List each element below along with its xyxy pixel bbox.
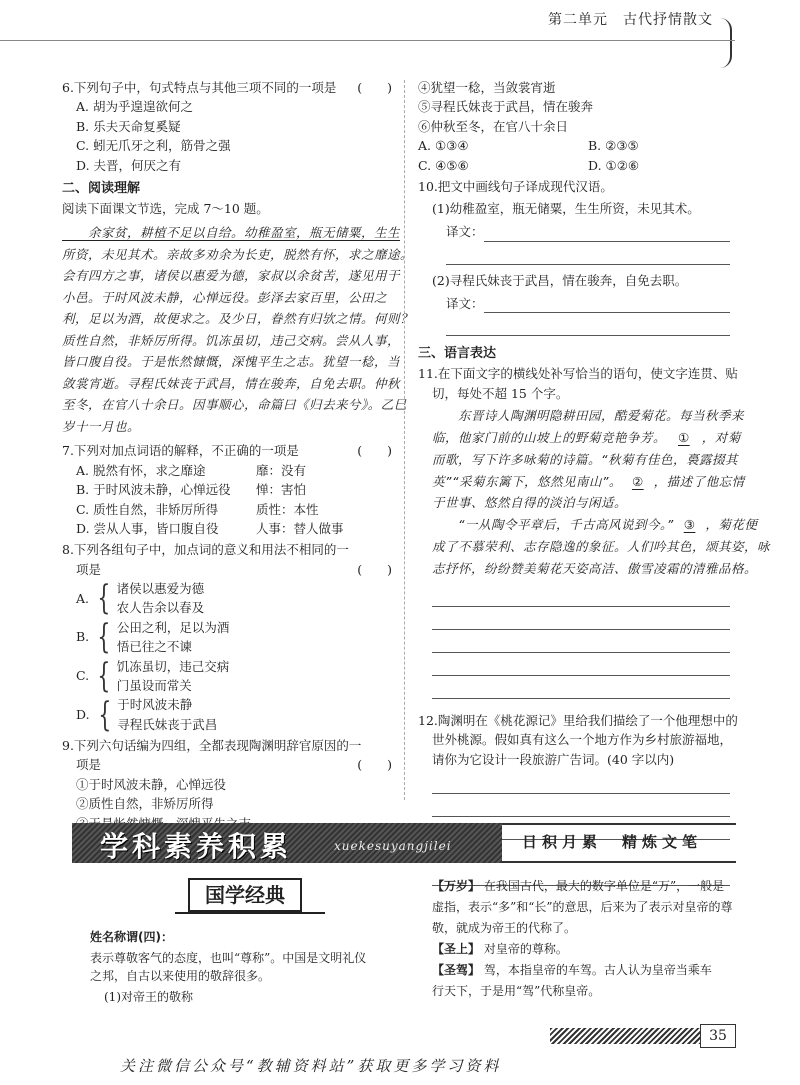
guoxue-entry bbox=[432, 876, 734, 939]
answer-line[interactable] bbox=[484, 290, 730, 313]
page-header: 第二单元 古代抒情散文 bbox=[548, 12, 713, 28]
page-number: 35 bbox=[700, 1024, 736, 1048]
translation-label: 译文： bbox=[446, 295, 484, 311]
answer-line[interactable] bbox=[432, 607, 730, 630]
answer-line[interactable] bbox=[432, 630, 730, 653]
passage-line: 所资，未见其术。亲故多劝余为长吏，脱然有怀，求之靡途。 bbox=[62, 246, 414, 262]
answer-line[interactable] bbox=[432, 653, 730, 676]
translation-label: 译文： bbox=[446, 224, 484, 240]
q9-option: C. ④⑤⑥ bbox=[418, 157, 469, 173]
page-number-bar bbox=[550, 1028, 710, 1044]
entry-text: 驾，本指皇帝的车驾。古人认为皇帝当乘车 bbox=[483, 963, 712, 977]
answer-line[interactable] bbox=[432, 771, 730, 794]
q6-option: D. 夫晋，何厌之有 bbox=[76, 157, 182, 173]
q12-line: 请你为它设计一段旅游广告词。(40 字以内) bbox=[432, 751, 675, 767]
passage-text: ，对菊 bbox=[701, 429, 741, 445]
passage-line: 皆口腹自役。于是怅然慷慨，深愧平生之志。犹望一稔，当 bbox=[62, 354, 401, 370]
passage-line: 余家贫，耕植不足以自给。幼稚盈室，瓶无储粟，生生 bbox=[62, 225, 401, 241]
q6-stem-row bbox=[62, 78, 392, 97]
header-rule bbox=[0, 40, 735, 41]
q8-group-label: A. bbox=[76, 590, 90, 606]
guoxue-left bbox=[90, 928, 390, 1006]
q8-answer-paren: ( ) bbox=[357, 561, 392, 577]
q7-option-gloss: 质性：本性 bbox=[256, 501, 319, 517]
brace-icon: { bbox=[97, 694, 111, 735]
q8-group bbox=[76, 657, 392, 696]
q9-stem-row bbox=[62, 755, 392, 774]
passage-text: ，菊花便 bbox=[705, 517, 758, 533]
q9-stem-continued: 项是 bbox=[76, 757, 102, 773]
passage-text: ，描述了他忘情 bbox=[653, 473, 745, 489]
section-title-language: 三、语言表达 bbox=[418, 346, 497, 361]
q9-answer-paren: ( ) bbox=[357, 757, 392, 773]
banner-title: 学科素养积累 bbox=[100, 830, 293, 863]
answer-line[interactable] bbox=[432, 676, 730, 699]
q8-line: 寻程氏妹丧于武昌 bbox=[117, 716, 218, 732]
passage-text: “一从陶令平章后，千古高风说到今。” bbox=[432, 517, 674, 533]
q8-line: 悟已往之不谏 bbox=[116, 639, 192, 655]
q8-stem-continued: 项是 bbox=[76, 561, 102, 577]
entry-tag: 【圣上】 bbox=[432, 942, 481, 956]
entry-text: 行天下，于是用“驾”代称皇帝。 bbox=[432, 984, 601, 998]
entry-tag: 【万岁】 bbox=[432, 879, 481, 893]
q7-option-gloss: 惮：害怕 bbox=[256, 482, 307, 498]
guoxue-title-rule bbox=[175, 912, 325, 914]
q8-stem-row bbox=[62, 560, 392, 579]
q8-line: 诸侯以惠爱为德 bbox=[116, 581, 205, 597]
passage-line: 于世事、悠然自得的淡泊与闲适。 bbox=[432, 495, 628, 511]
answer-line[interactable] bbox=[432, 584, 730, 607]
q7-option-sentence: A. 脱然有怀，求之靡途 bbox=[76, 462, 206, 478]
q8-group bbox=[76, 618, 392, 657]
q7-option-sentence: B. 于时风波未静，心惮远役 bbox=[76, 482, 231, 498]
q8-group bbox=[76, 579, 392, 618]
section-banner bbox=[72, 823, 736, 863]
guoxue-intro-line: 之邦，自古以来使用的敬辞很多。 bbox=[90, 969, 271, 984]
q6-option: B. 乐夫天命复奚疑 bbox=[76, 118, 181, 134]
passage-line bbox=[432, 427, 741, 449]
q9-item: ⑤寻程氏妹丧于武昌，情在骏奔 bbox=[418, 99, 594, 115]
q8-group-label: C. bbox=[76, 668, 90, 684]
passage-line bbox=[432, 471, 745, 493]
q12-line: 12.陶渊明在《桃花源记》里给我们描绘了一个他理想中的 bbox=[418, 712, 738, 728]
q8-stem: 8.下列各组句子中，加点词的意义和用法不相同的一 bbox=[62, 542, 349, 558]
guoxue-right bbox=[432, 876, 734, 1002]
entry-text: 虚指，表示“多”和“长”的意思，后来为了表示对皇帝的尊 bbox=[432, 900, 733, 914]
reading-passage bbox=[62, 222, 414, 437]
left-column bbox=[62, 78, 414, 833]
q9-options bbox=[418, 136, 730, 175]
q9-option: D. ①②⑥ bbox=[588, 157, 640, 173]
blank-2[interactable]: ② bbox=[631, 473, 644, 489]
entry-text: 在我国古代，最大的数字单位是“万”，一般是 bbox=[483, 879, 725, 893]
answer-line[interactable] bbox=[432, 794, 730, 817]
q8-group-label: B. bbox=[76, 629, 90, 645]
passage-line: 会有四方之事，诸侯以惠爱为德，家叔以余贫苦，遂见用于 bbox=[62, 268, 401, 284]
q11-stem: 11.在下面文字的横线处补写恰当的语句，使文字连贯、贴 bbox=[418, 366, 738, 382]
q7-option-sentence: D. 尝从人事，皆口腹自役 bbox=[76, 520, 219, 536]
q10-sub2: (2)寻程氏妹丧于武昌，情在骏奔，自免去职。 bbox=[432, 272, 688, 288]
passage-line bbox=[432, 514, 758, 536]
right-column bbox=[418, 78, 771, 886]
passage-line: 小邑。于时风波未静，心惮远役。彭泽去家百里，公田之 bbox=[62, 289, 388, 305]
entry-text: 敬，就成为帝王的代称了。 bbox=[432, 921, 577, 935]
q8-line: 于时风波未静 bbox=[117, 697, 193, 713]
passage-line: 成了不慕荣利、志存隐逸的象征。人们吟其色，颂其姿，咏 bbox=[432, 539, 771, 555]
passage-line: 利，足以为酒，故便求之。及少日，眷然有归欤之情。何则？ bbox=[62, 311, 414, 327]
q11-answer-area bbox=[432, 584, 730, 699]
q10-stem: 10.把文中画线句子译成现代汉语。 bbox=[418, 178, 613, 194]
banner-motto: 日积月累 精炼文笔 bbox=[522, 833, 703, 851]
q6-stem: 6.下列句子中，句式特点与其他三项不同的一项是 bbox=[62, 80, 337, 95]
q8-line: 饥冻虽切，违己交病 bbox=[116, 658, 230, 674]
q7-option-gloss: 靡：没有 bbox=[256, 462, 307, 478]
passage-line: 志抒怀，纷纷赞美菊花天姿高洁、傲雪凌霜的清雅品格。 bbox=[432, 561, 758, 577]
q7-stem: 7.下列对加点词语的解释，不正确的一项是 bbox=[62, 443, 299, 459]
entry-text: 对皇帝的尊称。 bbox=[483, 942, 568, 956]
answer-line[interactable] bbox=[446, 242, 730, 265]
brace-icon: { bbox=[97, 578, 111, 619]
q6-option: C. 蚓无爪牙之利，筋骨之强 bbox=[76, 138, 231, 154]
q7-option-gloss: 人事：替人做事 bbox=[256, 520, 344, 536]
q8-group bbox=[76, 695, 392, 734]
q10-translation-1 bbox=[418, 219, 730, 242]
q9-item: ④犹望一稔，当敛裳宵逝 bbox=[418, 80, 556, 95]
banner-pinyin: xuekesuyangjilei bbox=[334, 839, 452, 853]
q11-stem-continued: 切，每处不超 15 个字。 bbox=[432, 385, 569, 401]
guoxue-entry bbox=[432, 960, 734, 1002]
q8-line: 门虽设而常关 bbox=[116, 677, 192, 693]
guoxue-heading: 姓名称谓(四)： bbox=[90, 930, 173, 944]
q8-group-label: D. bbox=[76, 706, 90, 722]
header-decoration bbox=[720, 18, 732, 68]
column-divider bbox=[404, 80, 405, 800]
q8-line: 农人告余以春及 bbox=[116, 600, 205, 616]
q7-option-sentence: C. 质性自然，非矫厉所得 bbox=[76, 501, 219, 517]
guoxue-sub: (1)对帝王的敬称 bbox=[104, 989, 193, 1004]
footer-note: 关注微信公众号“教辅资料站”获取更多学习资料 bbox=[120, 1057, 502, 1075]
q7-options bbox=[62, 461, 392, 539]
q10-translation-2 bbox=[418, 290, 730, 313]
q7-stem-row bbox=[62, 441, 392, 460]
blank-1[interactable]: ① bbox=[678, 429, 690, 445]
answer-line[interactable] bbox=[446, 313, 730, 336]
q11-passage bbox=[418, 405, 771, 580]
blank-3[interactable]: ③ bbox=[683, 517, 696, 533]
q9-option: B. ②③⑤ bbox=[588, 138, 639, 154]
passage-line: 敛裳宵逝。寻程氏妹丧于武昌，情在骏奔，自免去职。仲秋 bbox=[62, 375, 401, 391]
q9-option: A. ①③④ bbox=[418, 138, 469, 154]
q9-item: ①于时风波未静，心惮远役 bbox=[76, 776, 227, 792]
guoxue-title: 国学经典 bbox=[188, 878, 302, 912]
q6-option: A. 胡为乎遑遑欲何之 bbox=[76, 99, 193, 115]
reading-intro: 阅读下面课文节选，完成 7～10 题。 bbox=[62, 201, 269, 217]
q9-stem: 9.下列六句话编为四组，全都表现陶渊明辞官原因的一 bbox=[62, 738, 362, 754]
passage-line: 至冬，在官八十余日。因事顺心，命篇曰《归去来兮》。乙巳 bbox=[62, 397, 407, 413]
passage-line: 而歌，写下许多咏菊的诗篇。“秋菊有佳色，裛露掇其 bbox=[432, 451, 738, 467]
guoxue-entry bbox=[432, 939, 734, 960]
brace-icon: { bbox=[97, 617, 111, 658]
q9-item: ②质性自然，非矫厉所得 bbox=[76, 796, 214, 812]
q7-answer-paren: ( ) bbox=[357, 443, 392, 459]
passage-text: 临，他家门前的山坡上的野菊竞艳争芳。 bbox=[432, 429, 667, 445]
q6-answer-paren: ( ) bbox=[357, 80, 392, 95]
q8-groups bbox=[62, 579, 392, 734]
passage-text: 英”“采菊东篱下，悠然见南山”。 bbox=[432, 473, 622, 489]
guoxue-intro-line: 表示尊敬客气的态度，也叫“尊称”。中国是文明礼仪 bbox=[90, 950, 367, 965]
passage-line: 岁十一月也。 bbox=[62, 418, 141, 434]
brace-icon: { bbox=[97, 655, 111, 696]
q12 bbox=[418, 711, 738, 769]
passage-line: 东晋诗人陶渊明隐耕田园，酷爱菊花。每当秋季来 bbox=[432, 407, 745, 423]
q8-line: 公田之利，足以为酒 bbox=[116, 619, 230, 635]
entry-tag: 【圣驾】 bbox=[432, 963, 481, 977]
q9-item: ⑥仲秋至冬，在官八十余日 bbox=[418, 118, 569, 134]
passage-line: 质性自然，非矫厉所得。饥冻虽切，违己交病。尝从人事， bbox=[62, 332, 401, 348]
section-title-reading: 二、阅读理解 bbox=[62, 180, 141, 196]
answer-line[interactable] bbox=[484, 219, 730, 242]
q10-sub1: (1)幼稚盈室，瓶无储粟，生生所资，未见其术。 bbox=[432, 201, 700, 217]
q12-line: 世外桃源。假如真有这么一个地方作为乡村旅游福地， bbox=[432, 732, 733, 748]
